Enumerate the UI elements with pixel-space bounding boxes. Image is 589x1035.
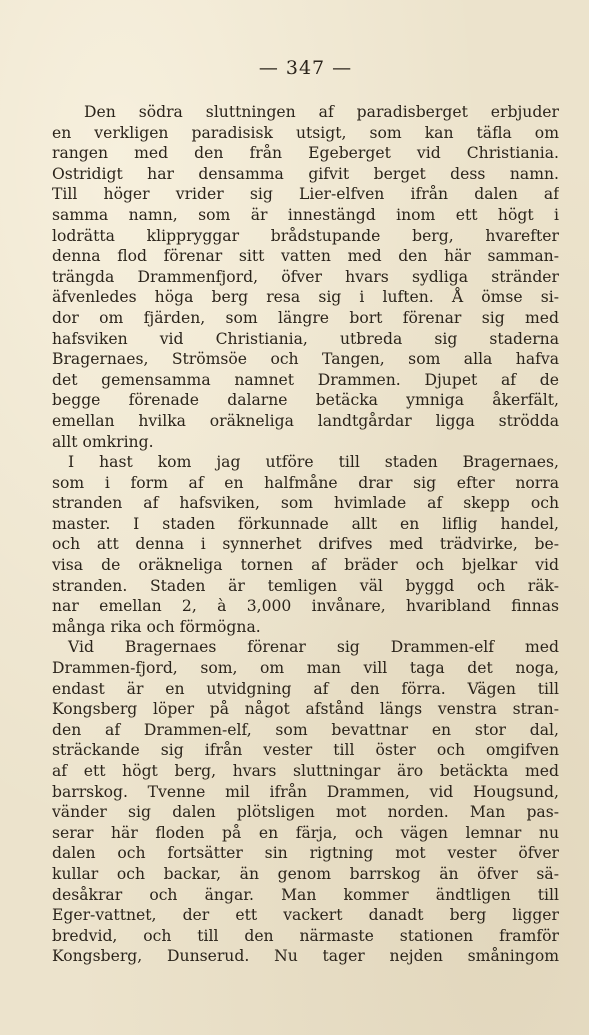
text-line: trängda Drammenfjord, öfver hvars sydliga stränder [52,267,559,286]
text-line: bredvid, och till den närmaste stationen framför [52,926,559,945]
text-line: dor om fjärden, som längre bort förenar sig med [52,308,559,327]
text-line: lodrätta klippryggar brådstupande berg, hvarefter [52,226,559,245]
text-line: Till höger vrider sig Lier-elfven ifrån dalen af [52,185,559,204]
text-line: nar emellan 2, à 3,000 invånare, hvaribland finnas [52,597,559,616]
text-line: I hast kom jag utföre till staden Bragernaes, [68,453,559,472]
text-line: endast är en utvidgning af den förra. Vägen till [52,679,559,698]
text-line: allt omkring. [52,432,154,451]
text-line: Ostridigt har densamma gifvit berget dess namn. [52,164,559,183]
text-line: kullar och backar, än genom barrskog än öfver sä- [52,864,559,883]
text-line: sträckande sig ifrån vester till öster och omgifven [52,741,559,760]
text-line: Vid Bragernaes förenar sig Drammen-elf med [68,638,559,657]
text-line: af ett högt berg, hvars sluttningar äro betäckta med [52,762,559,780]
text-line: emellan hvilka oräkneliga landtgårdar ligga strödda [52,411,559,430]
text-line: Drammen-fjord, som, om man vill taga det noga, [52,659,559,678]
text-line: en verkligen paradisisk utsigt, som kan täfla om [52,123,559,142]
text-line: stranden. Staden är temligen väl byggd och räk- [52,576,559,595]
text-line: visa de oräkneliga tornen af bräder och bjelkar vid [52,556,559,575]
text-line: vänder sig dalen plötsligen mot norden. Man pas- [52,803,559,822]
text-line: många rika och förmögna. [52,617,261,636]
text-line: hafsviken vid Christiania, utbreda sig staderna [52,329,559,348]
text-line: desåkrar och ängar. Man kommer ändtligen till [52,885,559,904]
text-line: Kongsberg, Dunserud. Nu tager nejden småningom [52,947,559,966]
text-line: rangen med den från Egeberget vid Christiania. [52,144,559,163]
text-line: samma namn, som är innestängd inom ett högt i [52,205,559,224]
text-line: och att denna i synnerhet drifves med trädvirke, be- [52,535,559,554]
text-line: Eger-vattnet, der ett vackert danadt berg ligger [52,906,559,925]
text-line: den af Drammen-elf, som bevattnar en stor dal, [52,720,559,739]
text-line: Den södra sluttningen af paradisberget erbjuder [84,103,559,121]
text-line: stranden af hafsviken, som hvimlade af skepp och [52,494,559,513]
body-text [52,102,559,967]
text-line: det gemensamma namnet Drammen. Djupet af de [52,370,559,389]
text-line: barrskog. Tvenne mil ifrån Drammen, vid Hougsund, [52,782,559,801]
text-line: Bragernaes, Strömsöe och Tangen, som alla hafva [52,350,559,369]
text-line: serar här floden på en färja, och vägen lemnar nu [52,823,559,842]
text-line: Kongsberg löper på något afstånd längs venstra stran- [52,700,559,719]
text-line: denna flod förenar sitt vatten med den här samman- [52,247,559,266]
text-line: som i form af en halfmåne drar sig efter norra [52,473,559,492]
text-line: äfvenledes höga berg resa sig i luften. Å ömse si- [52,288,559,307]
text-line: dalen och fortsätter sin rigtning mot vester öfver [52,844,559,863]
page-number: — 347 — [258,57,353,79]
text-line: begge förenade dalarne betäcka ymniga åkerfält, [52,391,559,410]
text-line: master. I staden förkunnade allt en liflig handel, [52,514,559,533]
